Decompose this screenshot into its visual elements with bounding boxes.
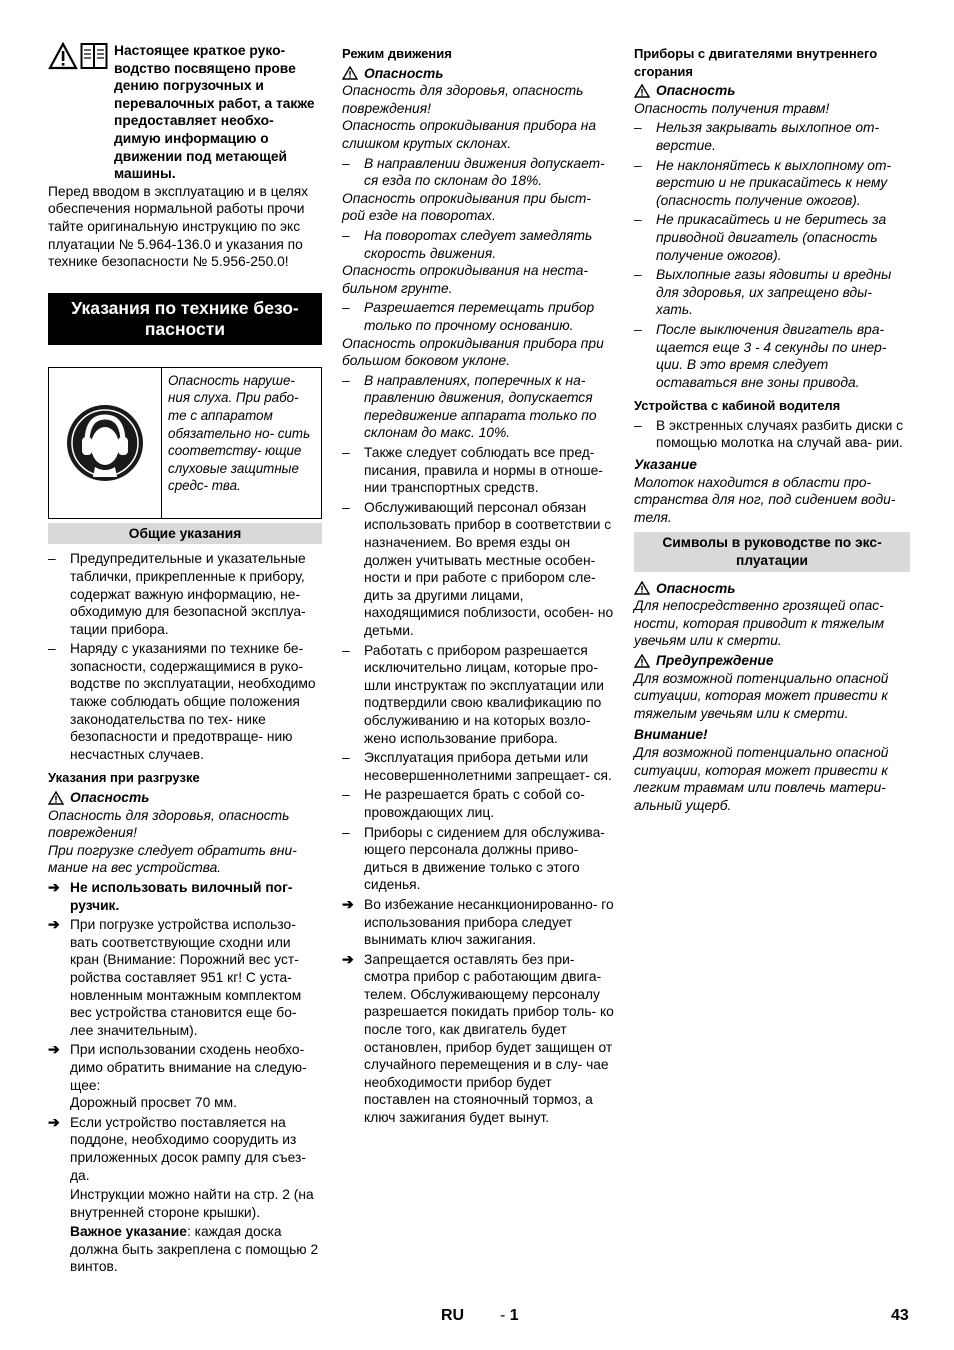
arrow-item: ➔ Во избежание несанкционированно- го использования прибора следует вынимать ключ зажигания. [342, 896, 614, 948]
danger-heading: Опасность [634, 580, 910, 598]
drive-danger-1: Опасность для здоровья, опасность повреждения! [342, 83, 584, 116]
manual-book-icon [80, 42, 108, 70]
heading-cab: Устройства с кабиной водителя [634, 398, 841, 414]
list-item: – Предупредительные и указательные таблички, прикрепленные к прибору, содержат важную информацию, не- обходимую для безопасной эксплуа- тации прибора. [48, 551, 306, 637]
language-code: RU [441, 1307, 465, 1324]
note-label: Указание [634, 457, 697, 473]
warning-icon [48, 42, 78, 70]
unload-danger-1: Опасность для здоровья, опасность повреждения! [48, 807, 290, 841]
heading-unloading: Указания при разгрузке [48, 770, 200, 786]
page-footer [0, 1307, 954, 1329]
list-item: – В направлениях, поперечных к на- правлению движения, допускается передвижение аппарата только по склонам до макс. 10%. [342, 372, 597, 441]
section-banner-safety: Указания по технике безо- пасности [48, 293, 322, 345]
warning-icon [634, 581, 650, 595]
unload-danger-2: При погрузке следует обратить вни- мание на вес устройства. [48, 842, 297, 876]
ear-protection-icon [65, 403, 145, 483]
general-list [48, 550, 322, 763]
warning-heading: Предупреждение [634, 652, 910, 670]
drive-danger-3: Опасность опрокидывания при быст- рой езде на поворотах. [342, 190, 591, 224]
intro-bold-text: Настоящее краткое руко- водство посвящено прове дению погрузочных и перевалочных работ, а также предоставляет необхо- димую информацию о движении под метающей машины. [114, 43, 315, 182]
ppe-box [48, 367, 322, 519]
ppe-pictogram [49, 368, 162, 518]
page-section: - 1 [500, 1307, 519, 1324]
caution-label: Внимание! [634, 727, 708, 743]
warning-icon [342, 66, 358, 80]
heading-general: Общие указания [48, 523, 322, 545]
symbol-warning-text: Для возможной потенциально опасной ситуации, которая может привести к тяжелым увечьям или к смерти. [634, 670, 889, 721]
column-right [634, 42, 910, 814]
list-item: – В направлении движения допускает- ся езда по склонам до 18%. [342, 155, 605, 189]
drive-danger-2: Опасность опрокидывания прибора на слишком крутых склонах. [342, 118, 597, 151]
heading-symbols: Символы в руководстве по экс- плуатации [634, 532, 910, 571]
symbol-caution-text: Для возможной потенциально опасной ситуации, которая может привести к легким травмам или повлечь матери- альный ущерб. [634, 744, 889, 813]
symbol-danger-text: Для непосредственно грозящей опас- ности, которая приводит к тяжелым увечьям или к смерти. [634, 598, 885, 649]
intro-block [48, 42, 322, 183]
drive-danger-4: Опасность опрокидывания на неста- бильном грунте. [342, 263, 588, 296]
danger-heading: Опасность [634, 82, 910, 100]
danger-heading: Опасность [342, 65, 614, 83]
arrow-item: ➔ Если устройство поставляется на поддоне, необходимо соорудить из приложенных досок рампу для съез- да. [48, 1114, 306, 1183]
warning-icon [634, 84, 650, 98]
list-item: – Обслуживающий персонал обязан использовать прибор в соответствии с назначением. Во время езды он должен учитывать местные особен- ности и при работе с прибором сле- дить за другими лицами, находящимися поблизости, особен- но детьми. [342, 499, 614, 638]
engine-danger: Опасность получения травм! [634, 100, 830, 116]
important-note: Важное указание: каждая доска должна быть закреплена с помощью 2 винтов. [70, 1224, 319, 1275]
intro-text: Перед вводом в эксплуатацию и в целях обеспечения нормальной работы прочи тайте оригинальную инструкцию по экс плуатации № 5.964-136.0 и указания по технике безопасности № 5.956-250.0! [48, 183, 309, 270]
list-item: – Также следует соблюдать все пред- писания, правила и нормы в отноше- нии транспортных средств. [342, 445, 603, 496]
heading-engines: Приборы с двигателями внутреннего сгорания [634, 46, 878, 79]
list-item: – Приборы с сидением для обслужива- ющего персонала должны приво- диться в движение только с этого сиденья. [342, 824, 605, 893]
list-item: – Эксплуатация прибора детьми или несовершеннолетними запрещает- ся. [342, 750, 612, 783]
list-item: – В экстренных случаях разбить диски с помощью молотка на случай ава- рии. [634, 417, 904, 451]
list-item: – Не разрешается брать с собой со- провождающих лиц. [342, 787, 585, 820]
arrow-item: ➔ Запрещается оставлять без при- смотра прибор с работающим двига- телем. Обслуживающему персоналу разрешается покидать прибор толь- ко после того, как двигатель будет остановлен, прибор будет защищен от случайного перемещения и в слу- чае необходимости прибор будет поставлен на стояночный тормоз, а ключ зажигания будет вынут. [342, 951, 614, 1126]
warning-icon [48, 791, 64, 805]
note-text: Молоток находится в области про- странства для ног, под сидением води- теля. [634, 474, 896, 525]
list-item: – После выключения двигатель вра- щается еще 3 - 4 секунды по инер- ции. В это время следует оставаться вне зоны привода. [634, 321, 887, 390]
intro-icons [48, 42, 108, 183]
arrow-item: ➔ Не использовать вилочный пог- рузчик. [48, 880, 293, 913]
drive-danger-5: Опасность опрокидывания прибора при большом боковом уклоне. [342, 335, 604, 369]
warning-icon [634, 654, 650, 668]
ppe-text: Опасность наруше- ния слуха. При рабо- те с аппаратом обязательно но- сить соответству- ющие слуховые защитные средс- тва. [168, 372, 311, 494]
list-item: – Разрешается перемещать прибор только по прочному основанию. [342, 300, 595, 333]
heading-driving: Режим движения [342, 46, 452, 61]
list-item: – Нельзя закрывать выхлопное от- верстие. [634, 120, 880, 153]
list-item: – Работать с прибором разрешается исключительно лицам, которые про- шли инструктаж по эксплуатации или подтвердили свою квалификацию по обслуживанию и на которых возло- жено использование прибора. [342, 642, 604, 746]
list-item: – Не наклоняйтесь к выхлопному от- верстию и не прикасайтесь к нему (опасность получение ожогов). [634, 157, 892, 208]
list-item: – Выхлопные газы ядовиты и вредны для здоровья, их запрещено вды- хать. [634, 267, 892, 318]
column-left [48, 42, 322, 1276]
list-item: – Не прикасайтесь и не беритесь за приводной двигатель (опасность получение ожогов). [634, 212, 887, 263]
arrow-subtext: Инструкции можно найти на стр. 2 (на внутренней стороне крышки). [70, 1187, 314, 1220]
list-item: – Наряду с указаниями по технике бе- зопасности, содержащимися в руко- водстве по эксплуатации, необходимо также соблюдать общие положения законодательства по тех- нике безопасности и предотвраще- нию несчастных случаев. [48, 641, 316, 762]
column-middle [342, 42, 614, 1127]
arrow-item: ➔ При использовании сходень необхо- димо обратить внимание на следую- щее: [48, 1042, 307, 1093]
danger-heading: Опасность [48, 789, 322, 807]
arrow-item: ➔ При погрузке устройства использо- вать соответствующие сходни или кран (Внимание: Порожний вес уст- ройства составляет 951 кг! С уста- новленным монтажным комплектом вес устройства становится еще бо- лее значительным). [48, 917, 302, 1038]
arrow-subtext: Дорожный просвет 70 мм. [70, 1095, 237, 1111]
page-number: 43 [891, 1307, 909, 1324]
list-item: – На поворотах следует замедлять скорость движения. [342, 227, 593, 261]
